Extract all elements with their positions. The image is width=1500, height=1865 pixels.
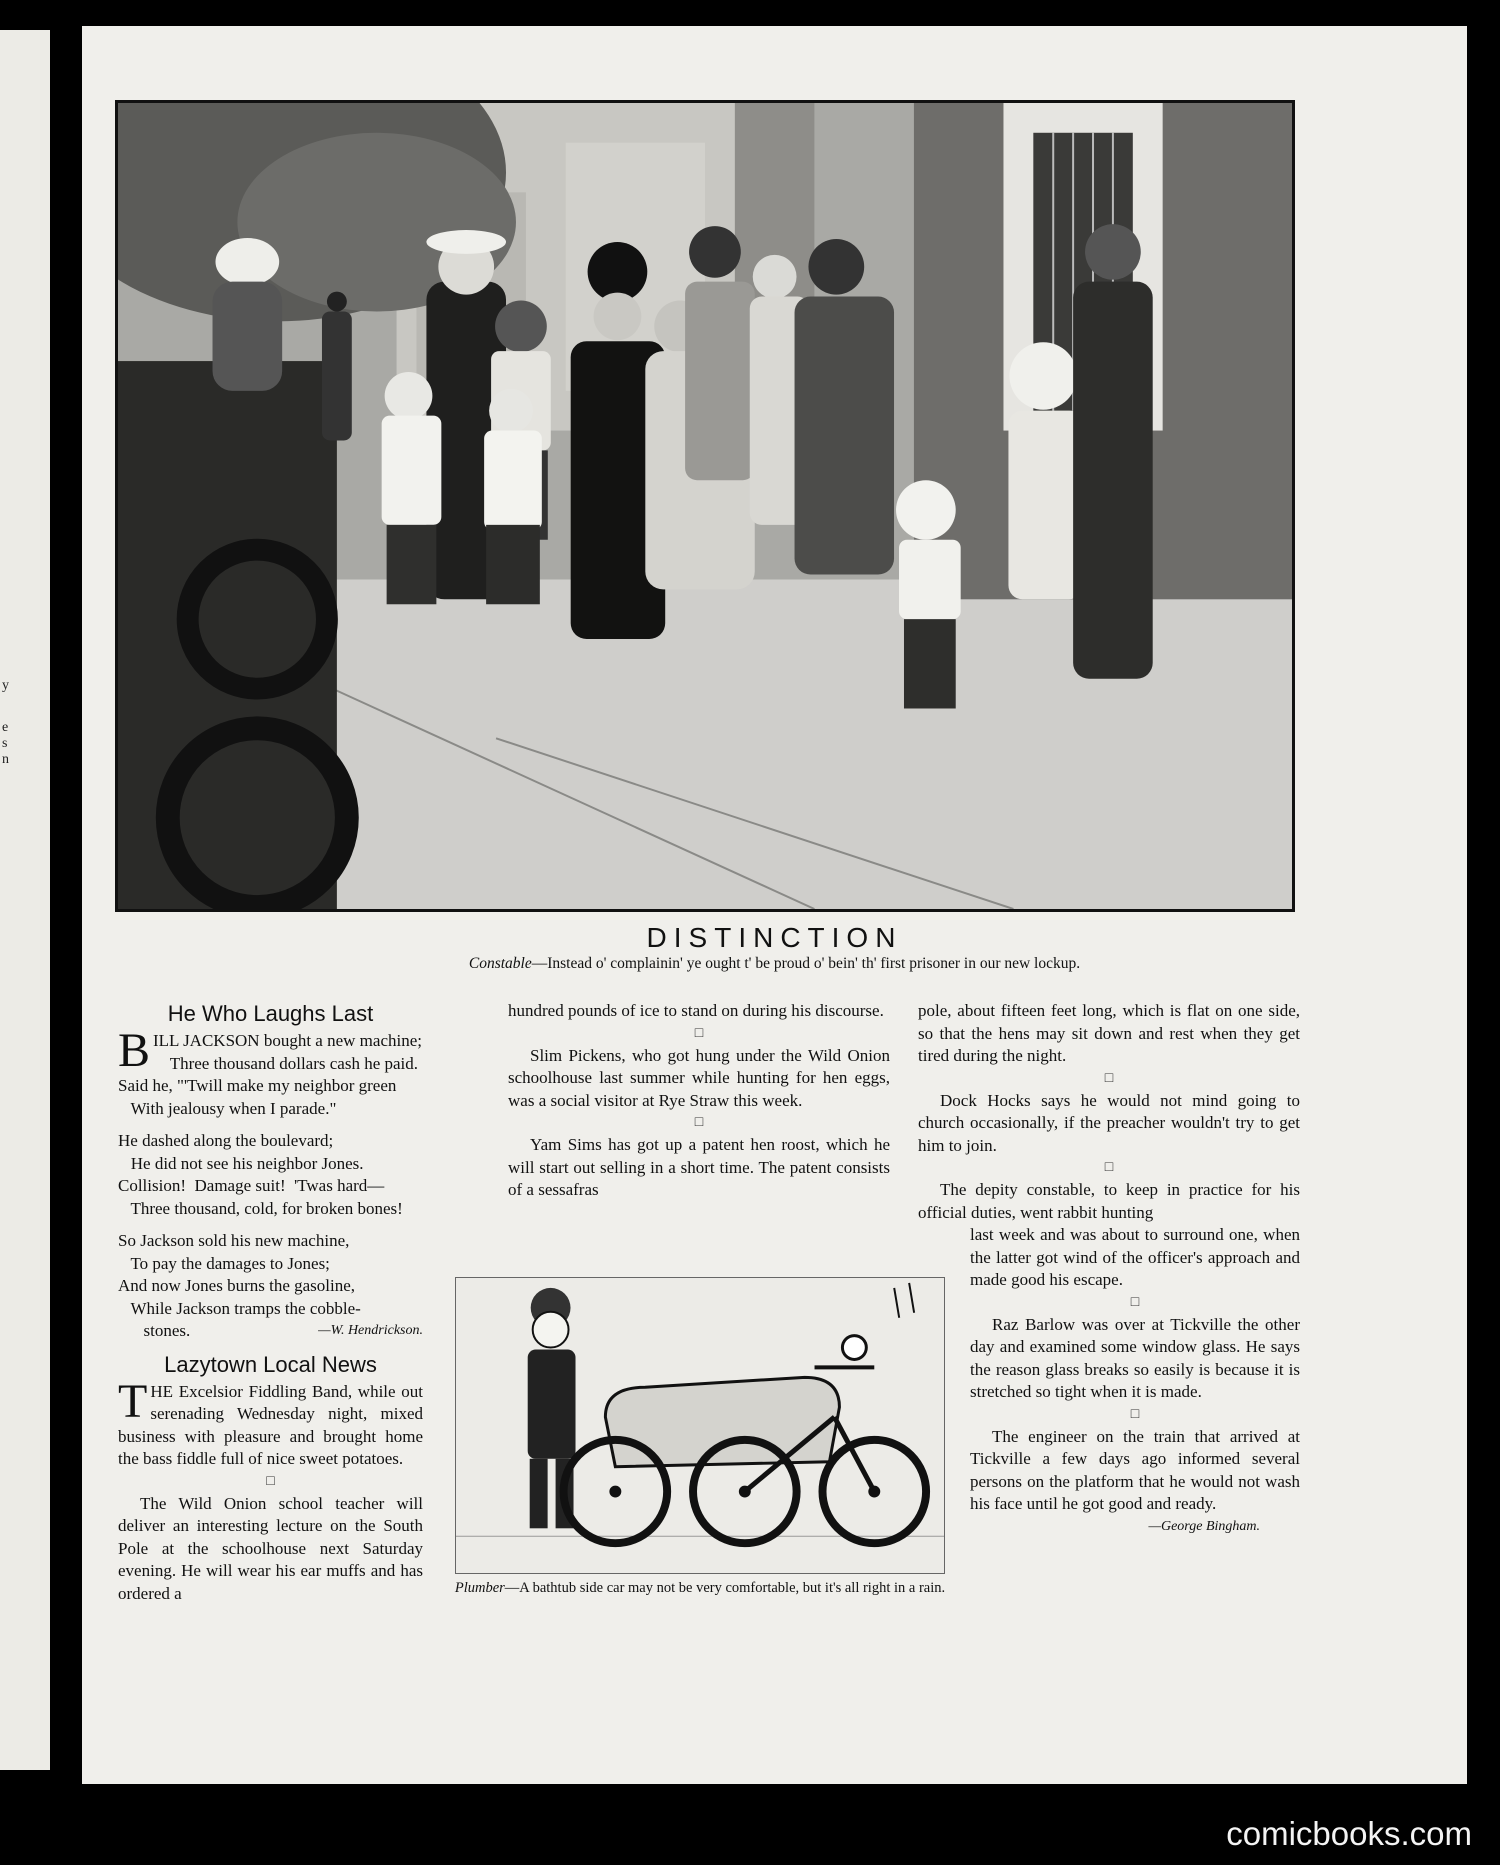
previous-page-fragment: e [2, 720, 9, 735]
cartoon-caption [82, 955, 1467, 973]
poem-line: Three thousand dollars cash he paid. [153, 1053, 419, 1073]
poem-line: He dashed along the boulevard; [118, 1131, 334, 1150]
caption-quote: —Instead o' complainin' ye ought t' be proud o' bein' th' first prisoner in our new lockup. [531, 955, 1081, 972]
previous-page-fragment: n [2, 752, 9, 767]
previous-page-fragment: s [2, 736, 8, 751]
bathtub-sidecar-illustration [455, 1277, 945, 1574]
news-item-slim-pickens: Slim Pickens, who got hung under the Wild Onion schoolhouse last summer while hunting for hen eggs, was a social visitor at Rye Straw this week. [508, 1045, 890, 1110]
street-scene-drawing [118, 103, 1292, 909]
poem-line: So Jackson sold his new machine, [118, 1231, 350, 1250]
news-author: —George Bingham. [1148, 1518, 1260, 1534]
poem-line: Collision! Damage suit! 'Twas hard— [118, 1176, 385, 1195]
poem-line: And now Jones burns the gasoline, [118, 1276, 356, 1295]
news-item-fiddling-band [118, 1374, 423, 1471]
poem-stanza-2 [118, 1130, 423, 1220]
poem-line: Three thousand, cold, for broken bones! [118, 1198, 403, 1218]
poem-last-line [118, 1320, 423, 1343]
poem-line: stones. [118, 1321, 191, 1340]
separator-icon: □ [694, 1025, 704, 1041]
poem-line: He did not see his neighbor Jones. [118, 1153, 364, 1173]
news-item-depity-constable: The depity constable, to keep in practice for his official duties, went rabbit hunting [918, 1180, 1300, 1222]
news-item-yam-sims: Yam Sims has got up a patent hen roost, which he will start out selling in a short time. The patent consists of a sessafras [508, 1135, 890, 1199]
poem-line: Said he, "'Twill make my neighbor green [118, 1076, 397, 1095]
poem-title: He Who Laughs Last [167, 1001, 374, 1026]
news-text: HE Excelsior Fiddling Band, while out serenading Wednesday night, mixed business with pleasure and brought home the bass fiddle full of nice sweet potatoes. [118, 1381, 423, 1468]
separator-icon: □ [1104, 1160, 1114, 1175]
news-item-dock-hocks: Dock Hocks says he would not mind going to church occasionally, if the preacher wouldn't try to get him to join. [918, 1090, 1300, 1155]
news-title: Lazytown Local News [164, 1351, 377, 1377]
poem-line: ILL JACKSON bought a new machine; [153, 1031, 422, 1050]
previous-page-fragment: y [2, 678, 9, 693]
poem-line: While Jackson tramps the cobble- [118, 1298, 361, 1318]
news-item-continued: hundred pounds of ice to stand on during his discourse. [508, 1001, 884, 1020]
column-right [918, 1000, 1300, 1538]
caption-speaker: Constable [468, 955, 532, 972]
watermark: comicbooks.com [1226, 1815, 1472, 1852]
news-item-school-teacher: The Wild Onion school teacher will deliver an interesting lecture on the South Pole at the schoolhouse next Saturday evening. He will wear his ear muffs and has ordered a [118, 1493, 423, 1603]
caption-quote: —A bathtub side car may not be very comfortable, but it's all right in a rain. [504, 1580, 946, 1596]
caption-speaker: Plumber [454, 1580, 505, 1596]
column-middle [508, 1000, 890, 1202]
motorcycle-drawing [456, 1278, 944, 1573]
small-cartoon-caption [450, 1579, 950, 1597]
news-item-depity-constable-cont: last week and was about to surround one, when the latter got wind of the officer's approach and made good his escape. [970, 1225, 1300, 1289]
previous-page-edge [0, 30, 50, 1770]
poem-dropcap: B [118, 1024, 151, 1077]
poem-stanza-1 [118, 1024, 423, 1120]
news-item-engineer: The engineer on the train that arrived at Tickville a few days ago informed several persons on the platform that he would not wash his face until he got good and ready. [970, 1426, 1300, 1513]
separator-icon: □ [1130, 1406, 1140, 1422]
cartoon-title: DISTINCTION [646, 922, 903, 953]
poem-author: —W. Hendrickson. [318, 1323, 423, 1338]
separator-icon: □ [1130, 1294, 1140, 1310]
separator-icon: □ [266, 1473, 275, 1489]
separator-icon: □ [1104, 1070, 1114, 1086]
separator-icon: □ [694, 1115, 704, 1130]
poem-line: With jealousy when I parade." [118, 1098, 337, 1118]
news-item-raz-barlow: Raz Barlow was over at Tickville the other day and examined some window glass. He says the reason glass breaks so easily is because it is stretched so tight when it is made. [970, 1314, 1300, 1401]
column-left [118, 1000, 423, 1605]
poem-stanza-3 [118, 1230, 423, 1343]
news-item-continued: pole, about fifteen feet long, which is flat on one side, so that the hens may sit down and rest when they get tired during the night. [918, 1001, 1300, 1065]
poem-line: To pay the damages to Jones; [118, 1253, 330, 1273]
news-dropcap: T [118, 1374, 148, 1428]
distinction-illustration [115, 100, 1295, 912]
